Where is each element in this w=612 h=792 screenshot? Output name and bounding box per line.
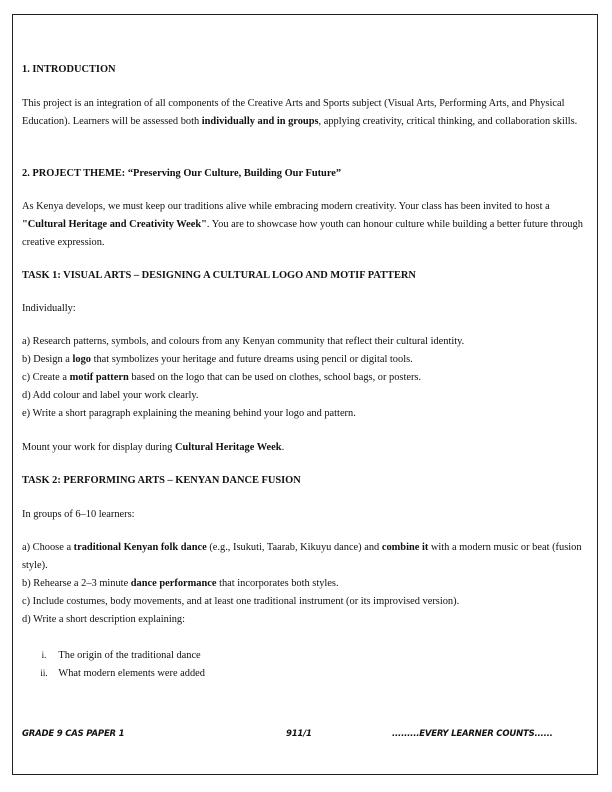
task2-heading: TASK 2: PERFORMING ARTS – KENYAN DANCE FUSION — [22, 475, 301, 486]
theme-paragraph — [22, 198, 594, 252]
emphasis: individually and in groups — [201, 116, 319, 127]
emphasis: combine it — [381, 542, 429, 553]
text: b) Rehearse a 2–3 minute — [22, 578, 131, 589]
roman-list-item — [32, 664, 572, 683]
footer-left: GRADE 9 CAS PAPER 1 — [22, 729, 125, 739]
footer-center: 911/1 — [286, 729, 312, 739]
text: that symbolizes your heritage and future dreams using pencil or digital tools. — [90, 354, 413, 365]
list-number: i. — [41, 650, 47, 660]
text: that incorporates both styles. — [216, 578, 339, 589]
task1-item-c — [22, 369, 594, 387]
text: , applying creativity, critical thinking, and collaboration skills. — [318, 116, 578, 127]
footer-right: .........EVERY LEARNER COUNTS...... — [392, 729, 553, 739]
emphasis: dance performance — [130, 578, 217, 589]
text: . You are to showcase how youth can honour culture while building a better future through creative expression. — [22, 219, 583, 248]
text: b) Design a — [22, 354, 73, 365]
task2-item-a — [22, 539, 594, 575]
task1-item-d: d) Add colour and label your work clearly. — [22, 390, 199, 401]
list-text: What modern elements were added — [58, 668, 205, 679]
text: a) Choose a — [22, 542, 74, 553]
emphasis: traditional Kenyan folk dance — [73, 542, 207, 553]
emphasis: "Cultural Heritage and Creativity Week" — [22, 219, 207, 230]
task2-item-b — [22, 575, 594, 593]
emphasis: motif pattern — [69, 372, 129, 383]
task1-item-e: e) Write a short paragraph explaining the meaning behind your logo and pattern. — [22, 408, 356, 419]
text: based on the logo that can be used on clothes, school bags, or posters. — [128, 372, 422, 383]
text: . — [281, 442, 285, 453]
emphasis: Cultural Heritage Week — [174, 442, 282, 453]
task1-item-a: a) Research patterns, symbols, and colours from any Kenyan community that reflect their cultural identity. — [22, 336, 465, 347]
task1-heading: TASK 1: VISUAL ARTS – DESIGNING A CULTURAL LOGO AND MOTIF PATTERN — [22, 270, 416, 281]
intro-heading: 1. INTRODUCTION — [22, 64, 116, 75]
text: Mount your work for display during — [22, 442, 175, 453]
text: This project is an integration of all components of the Creative Arts and Sports subject (Visual Arts, Performing Arts, and Physical Education). Learners will be assessed both — [22, 98, 565, 127]
text: c) Create a — [22, 372, 70, 383]
list-number: ii. — [40, 668, 48, 678]
text: (e.g., Isukuti, Taarab, Kikuyu dance) and — [206, 542, 382, 553]
list-text: The origin of the traditional dance — [58, 650, 201, 661]
text: with a modern music or beat (fusion style). — [22, 542, 582, 571]
task1-item-b — [22, 351, 594, 369]
task1-mount — [22, 439, 594, 457]
theme-heading: 2. PROJECT THEME: “Preserving Our Culture, Building Our Future” — [22, 168, 342, 179]
task2-item-c: c) Include costumes, body movements, and at least one traditional instrument (or its improvised version). — [22, 596, 460, 607]
task2-intro: In groups of 6–10 learners: — [22, 509, 135, 520]
task1-intro: Individually: — [22, 303, 76, 314]
emphasis: logo — [72, 354, 91, 365]
task2-item-d: d) Write a short description explaining: — [22, 614, 186, 625]
text: As Kenya develops, we must keep our traditions alive while embracing modern creativity. Your class has been invited to host a — [22, 201, 550, 212]
intro-paragraph — [22, 95, 594, 131]
page-footer — [22, 729, 582, 745]
roman-list-item — [32, 646, 572, 665]
